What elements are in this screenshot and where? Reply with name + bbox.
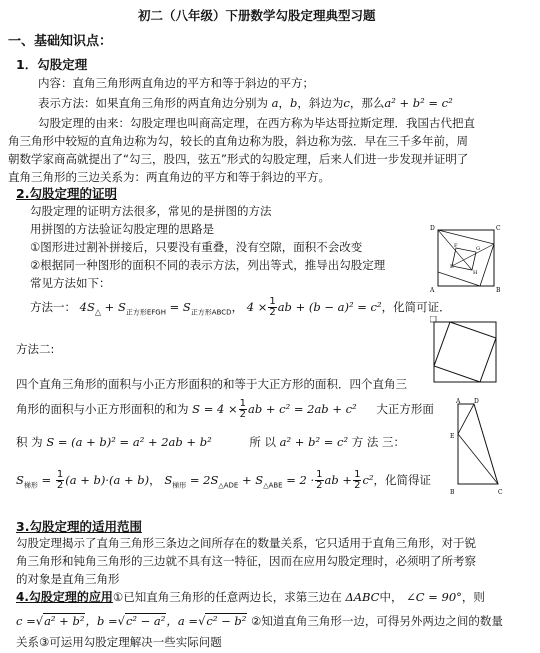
method-three-formula bbox=[16, 468, 431, 497]
math: = 2S bbox=[186, 473, 219, 487]
vertex-label: E bbox=[450, 433, 455, 440]
trapezoid bbox=[458, 404, 498, 484]
math: S = (a + b)² = a² + 2ab + b² bbox=[46, 435, 212, 449]
math: ab + c² = 2ab + c² bbox=[247, 402, 357, 416]
math: ab + bbox=[324, 473, 353, 487]
num: 1 bbox=[316, 469, 323, 480]
math: a² + b² = c² bbox=[279, 435, 349, 449]
label: 方法一： bbox=[30, 300, 76, 314]
text: ①已知直角三角形的任意两边长，求第三边在 bbox=[112, 590, 342, 604]
math: (a + b)·(a + b) bbox=[65, 473, 150, 487]
outer-square bbox=[438, 230, 494, 286]
fraction bbox=[268, 297, 276, 318]
math: c² bbox=[362, 473, 374, 487]
sub: △ABE bbox=[263, 481, 283, 490]
paragraph-line: 朝数学家商高就提出了“勾三，股四，弦五”形式的勾股定理，后来人们进一步发现并证明了 bbox=[8, 152, 469, 166]
paragraph-line: 角三角形中较短的直角边称为勾，较长的直角边称为股，斜边称为弦．早在三千多年前，周 bbox=[8, 134, 468, 148]
subsection-heading: 1．勾股定理 bbox=[16, 57, 88, 72]
text: 中， bbox=[379, 590, 403, 604]
paragraph-line: 角三角形和钝角三角形的三边就不具有这一特征，因而在应用勾股定理时，必须明了所考察 bbox=[16, 554, 476, 568]
math: = bbox=[37, 473, 55, 487]
vertex-label: E bbox=[450, 264, 454, 270]
text: ， bbox=[231, 300, 244, 314]
math: c = bbox=[16, 614, 36, 628]
text: 大正方形面 bbox=[376, 402, 434, 416]
paragraph-line: 常见方法如下： bbox=[30, 276, 111, 290]
den: 2 bbox=[56, 480, 64, 491]
math: 4 × bbox=[246, 300, 268, 314]
num: 1 bbox=[239, 398, 246, 409]
var-a: a bbox=[271, 96, 279, 110]
math: S bbox=[16, 473, 24, 487]
vertex-label: B bbox=[496, 287, 501, 294]
radicand: c² − a² bbox=[125, 614, 166, 628]
representation-line: 表示方法：如果直角三角形的两直角边分别为 a，b，斜边为c，那么a² + b² = c² bbox=[38, 96, 453, 110]
vertex-label: G bbox=[476, 246, 480, 252]
tilted-square bbox=[434, 322, 496, 382]
sub: 正方形ABCD bbox=[190, 308, 232, 317]
subsection-heading: 4.勾股定理的应用 bbox=[16, 590, 113, 604]
theorem-content: 内容：直角三角形两直角边的平方和等于斜边的平方； bbox=[38, 76, 314, 90]
fraction bbox=[315, 470, 323, 491]
text: 表示方法：如果直角三角形的两直角边分别为 bbox=[38, 96, 268, 110]
text: ，化简得证 bbox=[373, 473, 431, 487]
den: 2 bbox=[239, 409, 246, 420]
math: ，b = bbox=[85, 614, 118, 628]
paragraph-line: ②根据同一种图形的面积不同的表示方法，列出等式，推导出勾股定理 bbox=[30, 258, 386, 272]
text: ，化简可证． bbox=[381, 300, 451, 314]
math: = 2 · bbox=[282, 473, 315, 487]
den: 2 bbox=[316, 480, 323, 491]
paragraph-line bbox=[16, 397, 434, 421]
text: ，那么 bbox=[349, 96, 385, 110]
text: ， bbox=[149, 473, 161, 487]
subsection-heading: 3.勾股定理的适用范围 bbox=[16, 519, 142, 534]
fraction bbox=[56, 470, 64, 491]
section-heading: 一、基础知识点： bbox=[8, 34, 113, 49]
paragraph-line: 勾股定理的证明方法很多，常见的是拼图的方法 bbox=[30, 204, 272, 218]
paragraph-line: 勾股定理揭示了直角三角形三条边之间所存在的数量关系，它只适用于直角三角形，对于锐 bbox=[16, 536, 476, 550]
math: ΔABC bbox=[345, 590, 380, 604]
right-angle-marker bbox=[430, 316, 436, 322]
fraction bbox=[239, 399, 247, 420]
num: 1 bbox=[269, 296, 276, 307]
sub: 梯形 bbox=[23, 481, 38, 490]
paragraph-line: ①图形进过割补拼接后，只要没有重叠，没有空隙，面积不会改变 bbox=[30, 240, 363, 254]
paragraph-line: 的对象是直角三角形 bbox=[16, 572, 120, 586]
rotated-square bbox=[438, 230, 494, 286]
den: 2 bbox=[354, 480, 361, 491]
method-two-figure bbox=[430, 316, 502, 388]
radicand: c² − b² bbox=[206, 614, 247, 628]
num: 1 bbox=[56, 469, 64, 480]
fraction bbox=[353, 470, 361, 491]
paragraph-line: 用拼图的方法验证勾股定理的思路是 bbox=[30, 222, 214, 236]
paragraph-line: 勾股定理的由来：勾股定理也叫商高定理，在西方称为毕达哥拉斯定理．我国古代把直 bbox=[38, 116, 475, 130]
math: 4S bbox=[79, 300, 95, 314]
vertex-label: C bbox=[498, 489, 503, 496]
paragraph-line bbox=[16, 434, 405, 450]
sub: 正方形EFGH bbox=[125, 308, 166, 317]
inner-square bbox=[452, 248, 476, 270]
outer-square bbox=[434, 322, 496, 382]
method-three-figure bbox=[450, 398, 510, 500]
paragraph-line: 直角三角形的三边关系为：两直角边的平方和等于斜边的平方。 bbox=[8, 170, 330, 184]
segment bbox=[458, 404, 474, 434]
application-line bbox=[16, 589, 485, 605]
text: 角形的面积与小正方形面积的和为 bbox=[16, 402, 189, 416]
radicand: a² + b² bbox=[44, 614, 85, 628]
math: ∠C = 90° bbox=[406, 590, 462, 604]
text: 所 以 bbox=[249, 435, 277, 449]
vertex-label: D bbox=[430, 225, 435, 232]
math: = S bbox=[165, 300, 191, 314]
sub: 梯形 bbox=[172, 481, 187, 490]
subsection-heading: 2.勾股定理的证明 bbox=[16, 186, 117, 201]
text: ，斜边为 bbox=[297, 96, 344, 110]
num: 1 bbox=[354, 469, 361, 480]
math: ，a = bbox=[166, 614, 199, 628]
vertex-label: H bbox=[473, 270, 478, 276]
paragraph-line: 关系③可运用勾股定理解决一些实际问题 bbox=[16, 635, 222, 649]
sub: △ bbox=[94, 307, 102, 317]
segment bbox=[458, 434, 498, 484]
math: + S bbox=[238, 473, 264, 487]
pythagorean-equation: a² + b² = c² bbox=[384, 96, 453, 110]
method-one-formula bbox=[30, 296, 451, 323]
sub: △ADE bbox=[218, 481, 239, 490]
math: S = 4 × bbox=[192, 402, 238, 416]
method-one-figure bbox=[428, 222, 504, 298]
vertex-label: D bbox=[474, 398, 479, 405]
vertex-label: B bbox=[450, 489, 455, 496]
vertex-label: A bbox=[430, 287, 435, 294]
text: ②知道直角三角形一边，可得另外两边之间的数量 bbox=[251, 614, 503, 628]
var-c: c bbox=[343, 96, 350, 110]
den: 2 bbox=[269, 307, 276, 318]
page-title: 初二（八年级）下册数学勾股定理典型习题 bbox=[138, 8, 376, 23]
method-two-label: 方法二: bbox=[16, 342, 55, 356]
text: ，则 bbox=[461, 590, 485, 604]
math: + S bbox=[101, 300, 126, 314]
vertex-label: C bbox=[496, 225, 501, 232]
text: 积 为 bbox=[16, 435, 43, 449]
text: 方 法 三： bbox=[351, 435, 406, 449]
vertex-label: F bbox=[454, 243, 458, 249]
math: S bbox=[164, 473, 173, 487]
paragraph-line: 四个直角三角形的面积与小正方形面积的和等于大正方形的面积．四个直角三 bbox=[16, 377, 407, 391]
vertex-label: A bbox=[456, 398, 461, 405]
application-formulas: c =√a² + b²，b =√c² − a²，a =√c² − b² ②知道直角三角形一边，可得另外两边之间的数量 bbox=[16, 614, 503, 628]
var-b: b bbox=[290, 96, 298, 110]
math: ab + (b − a)² = c² bbox=[277, 300, 382, 314]
